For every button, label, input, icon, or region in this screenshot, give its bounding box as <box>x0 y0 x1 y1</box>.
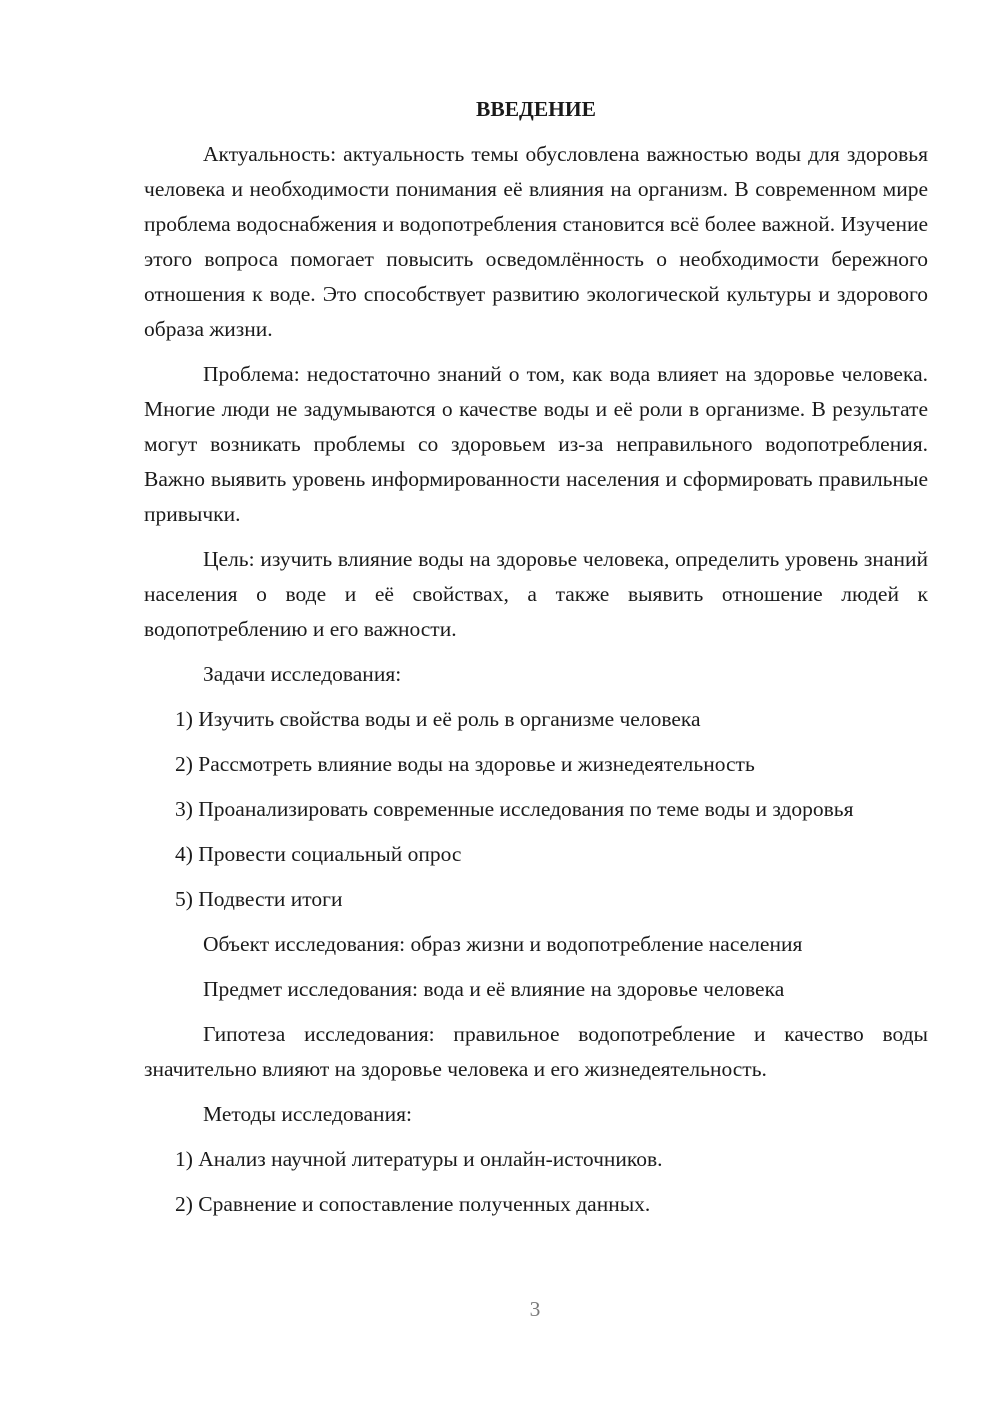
task-item: 4) Провести социальный опрос <box>175 842 462 866</box>
problem-paragraph: Проблема: недостаточно знаний о том, как вода влияет на здоровье человека. Многие люди не задумываются о качестве воды и её роли в организме. В результате могут возникать проблемы со здоровьем из-за неправильного водопотребления. Важно выявить уровень информированности населения и сформировать правильные привычки. <box>144 362 928 526</box>
object-line: Объект исследования: образ жизни и водопотребление населения <box>203 932 803 956</box>
document-page <box>144 92 928 1232</box>
hypothesis-paragraph: Гипотеза исследования: правильное водопотребление и качество воды значительно влияют на здоровье человека и его жизнедеятельность. <box>144 1022 928 1081</box>
task-item: 1) Изучить свойства воды и её роль в организме человека <box>175 707 701 731</box>
page-title: ВВЕДЕНИЕ <box>476 97 596 121</box>
task-item: 5) Подвести итоги <box>175 887 343 911</box>
relevance-paragraph: Актуальность: актуальность темы обусловлена важностью воды для здоровья человека и необходимости понимания её влияния на организм. В современном мире проблема водоснабжения и водопотребления становится всё более важной. Изучение этого вопроса помогает повысить осведомлённость о необходимости бережного отношения к воде. Это способствует развитию экологической культуры и здорового образа жизни. <box>144 142 928 341</box>
goal-paragraph: Цель: изучить влияние воды на здоровье человека, определить уровень знаний населения о воде и её свойствах, а также выявить отношение людей к водопотреблению и его важности. <box>144 547 928 641</box>
method-item: 1) Анализ научной литературы и онлайн-источников. <box>175 1147 663 1171</box>
subject-line: Предмет исследования: вода и её влияние на здоровье человека <box>203 977 785 1001</box>
tasks-heading: Задачи исследования: <box>203 662 402 686</box>
task-item: 3) Проанализировать современные исследования по теме воды и здоровья <box>175 797 854 821</box>
page-number: 3 <box>529 1297 541 1321</box>
task-item: 2) Рассмотреть влияние воды на здоровье и жизнедеятельность <box>175 752 755 776</box>
method-item: 2) Сравнение и сопоставление полученных данных. <box>175 1192 651 1216</box>
methods-heading: Методы исследования: <box>203 1102 412 1126</box>
